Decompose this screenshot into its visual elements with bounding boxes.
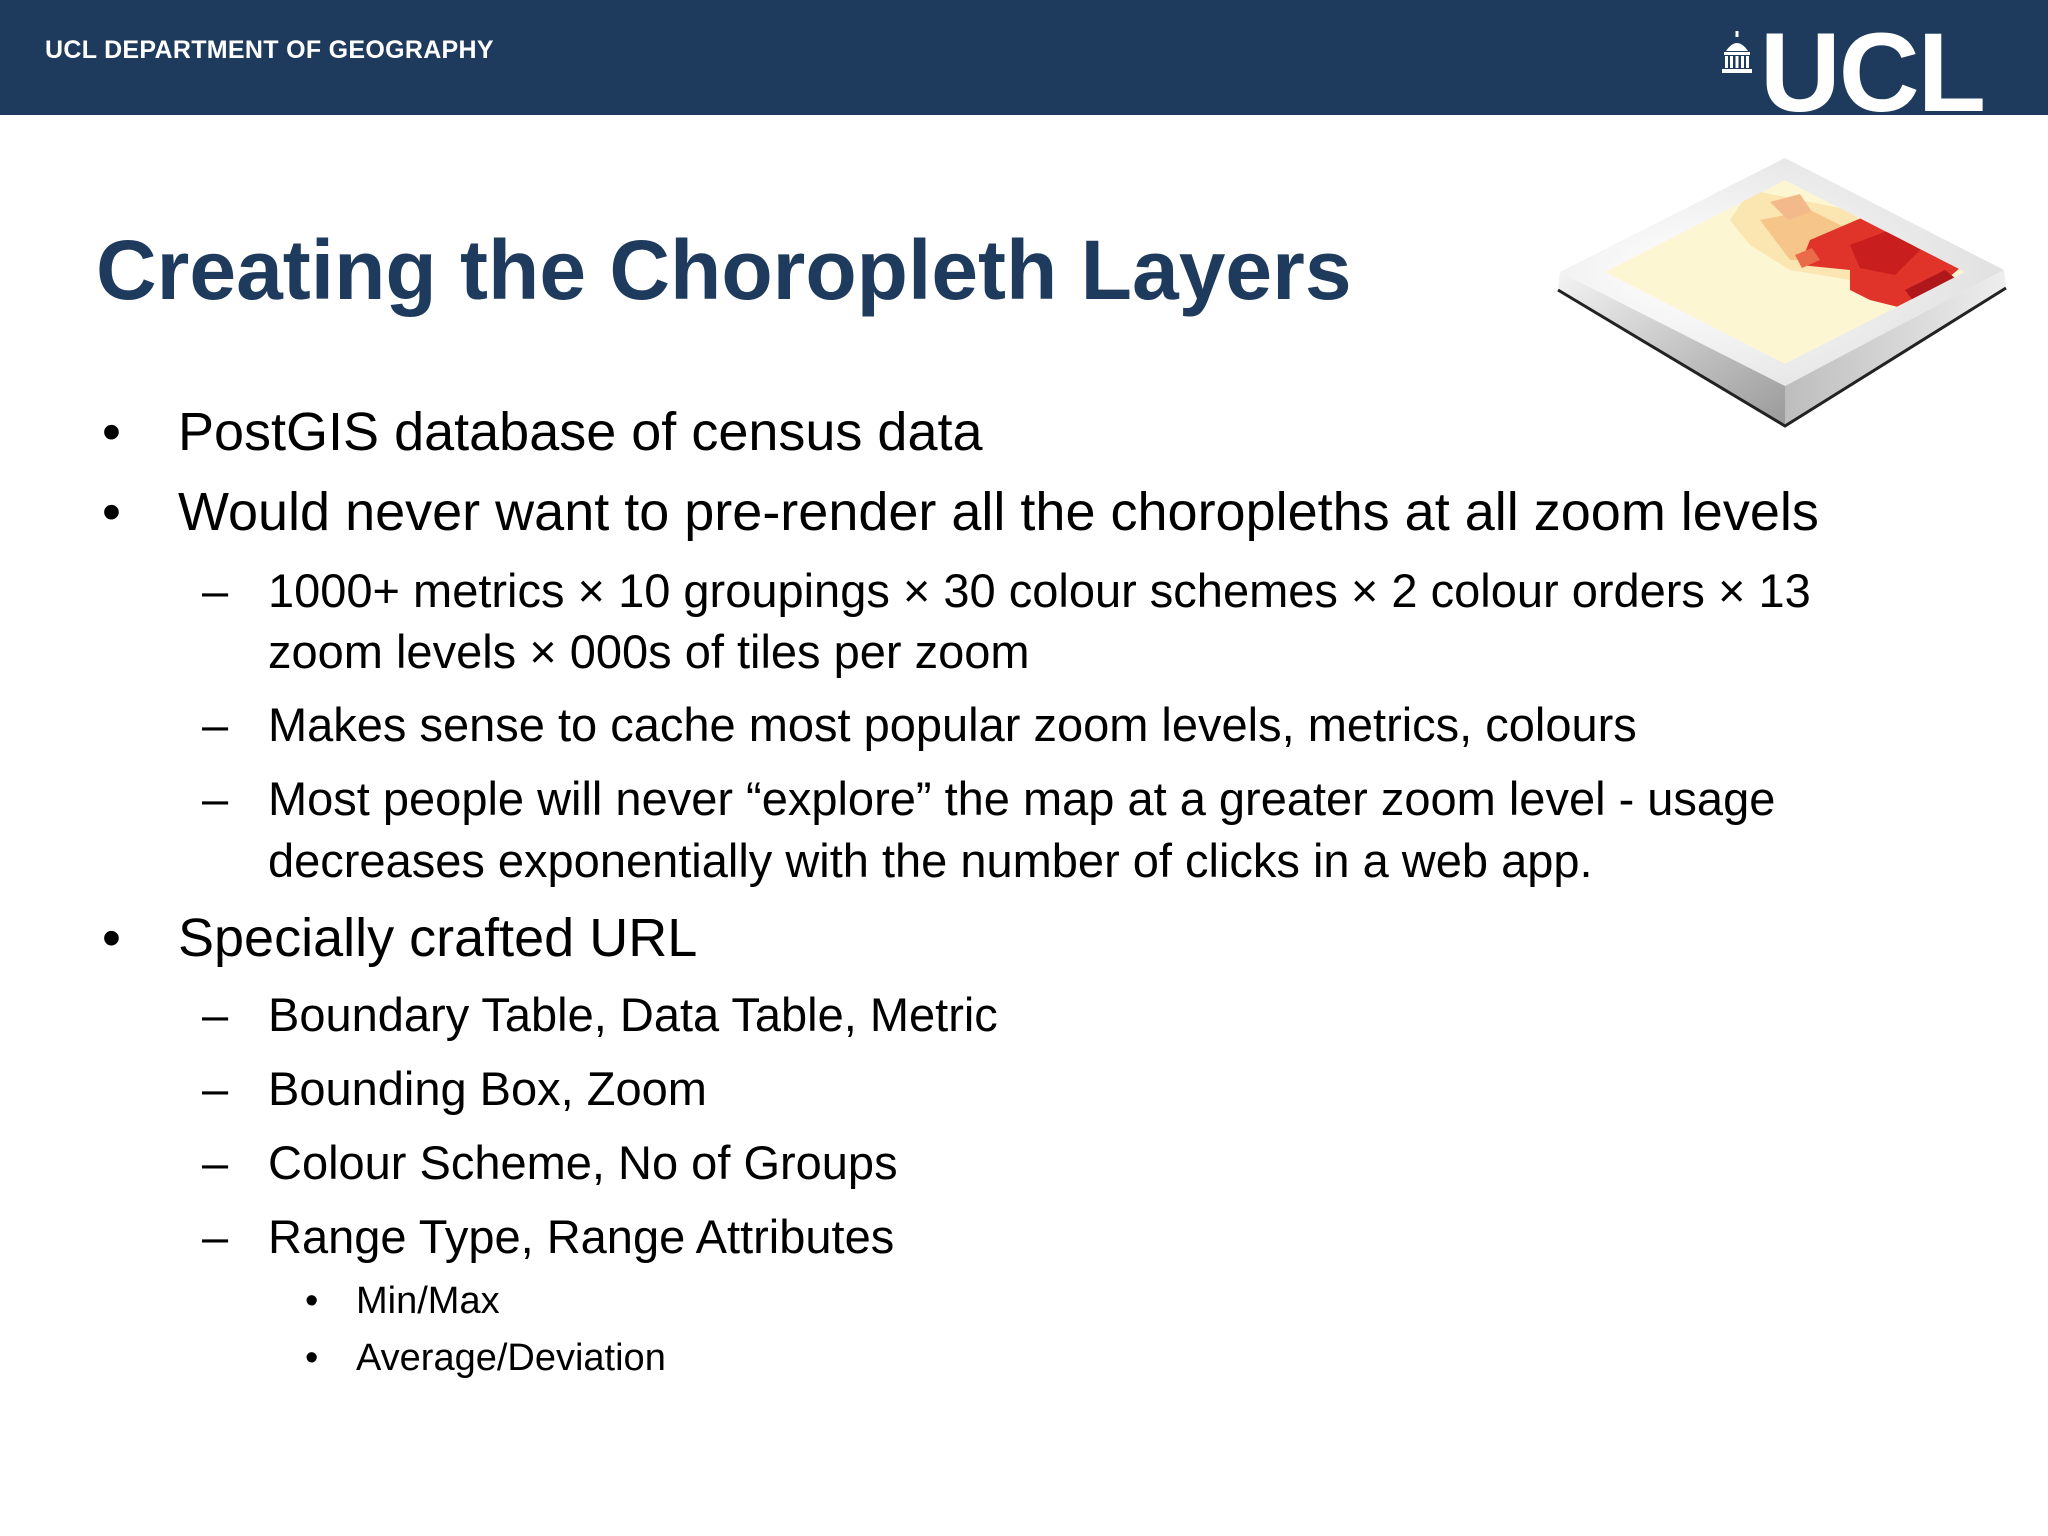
dash-marker: – [202, 1210, 229, 1263]
sub-bullet-marker: • [305, 1280, 319, 1322]
bullet-text: Would never want to pre-render all the choropleths at all zoom levels [178, 482, 1819, 542]
slide-title: Creating the Choropleth Layers [96, 223, 1352, 317]
bullet-text-line-2: decreases exponentially with the number of clicks in a web app. [268, 834, 1593, 887]
bullet-text: Makes sense to cache most popular zoom levels, metrics, colours [268, 698, 1637, 751]
bullet-marker: • [102, 908, 121, 968]
bullet-text-line-1: 1000+ metrics × 10 groupings × 30 colour schemes × 2 colour orders × 13 [268, 564, 1811, 617]
bullet-text: Average/Deviation [356, 1337, 666, 1379]
bullet-text: Bounding Box, Zoom [268, 1062, 707, 1115]
dash-marker: – [202, 772, 229, 825]
dash-marker: – [202, 1136, 229, 1189]
bullet-text-line-1: Most people will never “explore” the map at a greater zoom level - usage [268, 772, 1776, 825]
dash-marker: – [202, 1062, 229, 1115]
department-label: UCL DEPARTMENT OF GEOGRAPHY [45, 36, 494, 64]
dash-marker: – [202, 988, 229, 1041]
dash-marker: – [202, 698, 229, 751]
bullet-text: Range Type, Range Attributes [268, 1210, 895, 1263]
bullet-marker: • [102, 402, 121, 462]
bullet-text: Colour Scheme, No of Groups [268, 1136, 898, 1189]
bullet-text-line-2: zoom levels × 000s of tiles per zoom [268, 625, 1030, 678]
bullet-text: Boundary Table, Data Table, Metric [268, 988, 998, 1041]
bullet-text: Min/Max [356, 1280, 500, 1322]
logo-wordmark: UCL [1759, 30, 1984, 115]
dash-marker: – [202, 564, 229, 617]
sub-bullet-marker: • [305, 1337, 319, 1379]
bullet-text: PostGIS database of census data [178, 402, 983, 462]
bullet-marker: • [102, 482, 121, 542]
bullet-text: Specially crafted URL [178, 908, 698, 968]
